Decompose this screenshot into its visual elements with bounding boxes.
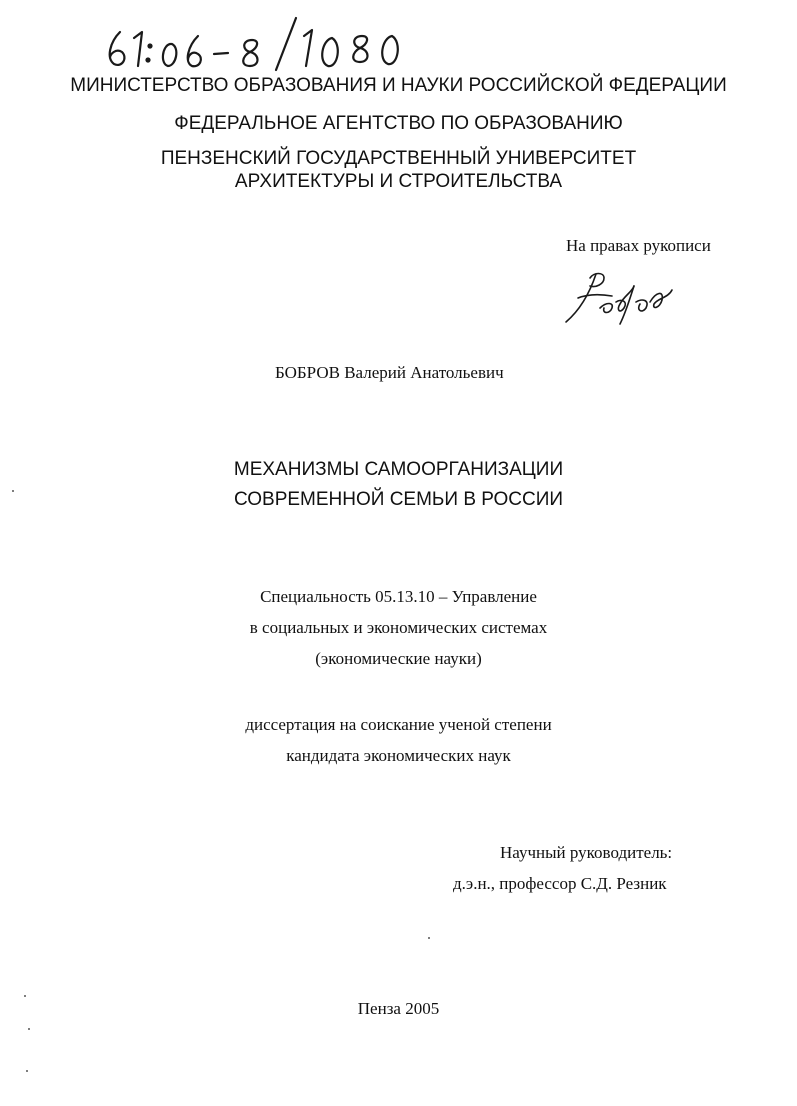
university-heading-line1: ПЕНЗЕНСКИЙ ГОСУДАРСТВЕННЫЙ УНИВЕРСИТЕТ <box>160 148 637 169</box>
dissertation-title-line2: СОВРЕМЕННОЙ СЕМЬИ В РОССИИ <box>233 489 564 510</box>
scan-speck <box>28 1028 30 1030</box>
scan-speck <box>428 937 430 939</box>
scan-speck <box>12 490 14 492</box>
scan-speck <box>24 995 26 997</box>
dissertation-title-line1: МЕХАНИЗМЫ САМООРГАНИЗАЦИИ <box>233 459 564 480</box>
handwritten-number-drawing <box>100 14 410 72</box>
advisor-name: д.э.н., профессор С.Д. Резник <box>453 874 667 893</box>
university-heading-line2: АРХИТЕКТУРЫ И СТРОИТЕЛЬСТВА <box>234 171 563 192</box>
specialty-line1: Специальность 05.13.10 – Управление <box>260 587 537 606</box>
signature-drawing <box>560 268 685 326</box>
city-year: Пенза 2005 <box>357 999 440 1018</box>
advisor-label: Научный руководитель: <box>500 843 673 862</box>
author-signature <box>560 268 685 326</box>
author-name: БОБРОВ Валерий Анатольевич <box>275 363 504 382</box>
ministry-heading: МИНИСТЕРСТВО ОБРАЗОВАНИЯ И НАУКИ РОССИЙСКОЙ ФЕДЕРАЦИИ <box>70 75 727 96</box>
agency-heading: ФЕДЕРАЛЬНОЕ АГЕНТСТВО ПО ОБРАЗОВАНИЮ <box>174 113 623 134</box>
specialty-line3: (экономические науки) <box>315 649 482 668</box>
dissertation-degree-line2: кандидата экономических наук <box>286 746 511 765</box>
handwritten-archive-number <box>100 14 410 72</box>
specialty-line2: в социальных и экономических системах <box>249 618 548 637</box>
scan-speck <box>26 1070 28 1072</box>
rights-notice: На правах рукописи <box>566 236 711 255</box>
dissertation-degree-line1: диссертация на соискание ученой степени <box>245 715 552 734</box>
